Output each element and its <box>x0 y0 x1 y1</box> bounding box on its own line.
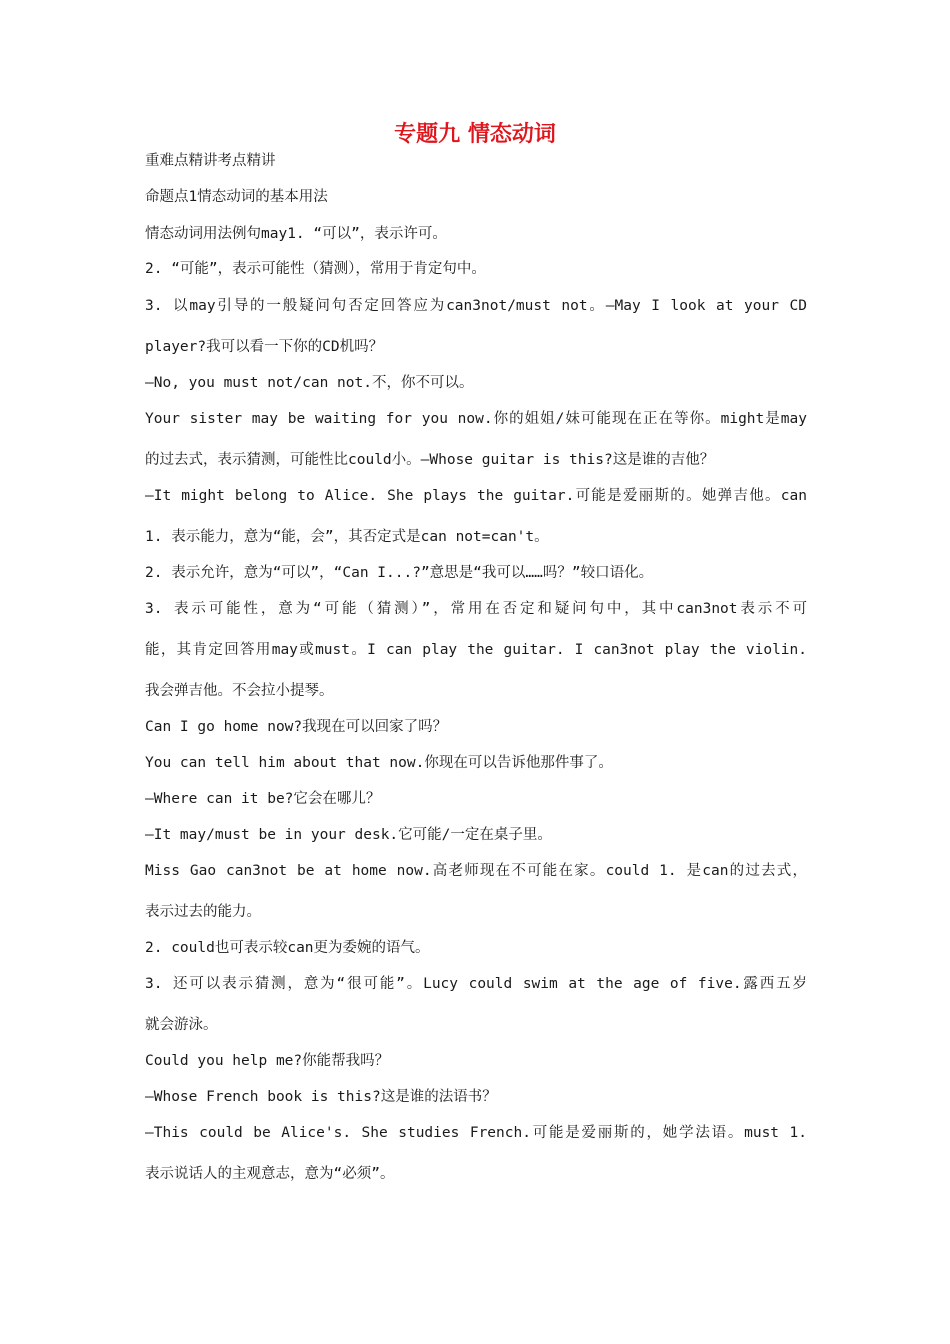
text-line: 表示过去的能力。 <box>145 904 261 920</box>
text-line: Your sister may be waiting for you now.你的姐姐/妹可能现在正在等你。might是may <box>145 411 807 427</box>
text-line: 2. “可能”，表示可能性（猜测），常用于肯定句中。 <box>145 261 486 277</box>
text-line: 表示说话人的主观意志，意为“必须”。 <box>145 1166 395 1182</box>
text-line: 3. 以may引导的一般疑问句否定回答应为can3not/must not。—May I look at your CD <box>145 298 807 314</box>
document-title: 专题九 情态动词 <box>394 122 556 147</box>
text-line: 就会游泳。 <box>145 1017 218 1033</box>
text-line: Miss Gao can3not be at home now.高老师现在不可能在家。could 1. 是can的过去式， <box>145 863 807 879</box>
text-line: 能，其肯定回答用may或must。I can play the guitar. I can3not play the violin. <box>145 642 807 658</box>
text-line: 3. 还可以表示猜测，意为“很可能”。Lucy could swim at the age of five.露西五岁 <box>145 976 807 992</box>
text-line: 2. 表示允许，意为“可以”，“Can I...?”意思是“我可以……吗？”较口语化。 <box>145 565 654 581</box>
text-line: 2. could也可表示较can更为委婉的语气。 <box>145 940 430 956</box>
text-line: —No, you must not/can not.不，你不可以。 <box>145 375 474 391</box>
text-line: 我会弹吉他。不会拉小提琴。 <box>145 683 334 699</box>
text-line: Could you help me?你能帮我吗？ <box>145 1053 390 1069</box>
text-line: 3. 表示可能性，意为“可能（猜测）”，常用在否定和疑问句中，其中can3not表示不可 <box>145 601 807 617</box>
text-line: 1. 表示能力，意为“能，会”，其否定式是can not=can't。 <box>145 529 549 545</box>
text-line: Can I go home now?我现在可以回家了吗？ <box>145 719 448 735</box>
text-line: player?我可以看一下你的CD机吗？ <box>145 339 384 355</box>
text-line: —This could be Alice's. She studies French.可能是爱丽斯的，她学法语。must 1. <box>145 1125 807 1141</box>
text-line: 情态动词用法例句may1. “可以”，表示许可。 <box>145 226 447 242</box>
text-line: 命题点1情态动词的基本用法 <box>145 189 328 205</box>
text-line: —Where can it be?它会在哪儿？ <box>145 791 381 807</box>
text-line: 的过去式，表示猜测，可能性比could小。—Whose guitar is this?这是谁的吉他？ <box>145 452 715 468</box>
text-line: —Whose French book is this?这是谁的法语书？ <box>145 1089 497 1105</box>
text-line: You can tell him about that now.你现在可以告诉他那件事了。 <box>145 755 613 771</box>
text-line: 重难点精讲考点精讲 <box>145 153 276 169</box>
text-line: —It may/must be in your desk.它可能/一定在桌子里。 <box>145 827 552 843</box>
text-line: —It might belong to Alice. She plays the guitar.可能是爱丽斯的。她弹吉他。can <box>145 488 807 504</box>
